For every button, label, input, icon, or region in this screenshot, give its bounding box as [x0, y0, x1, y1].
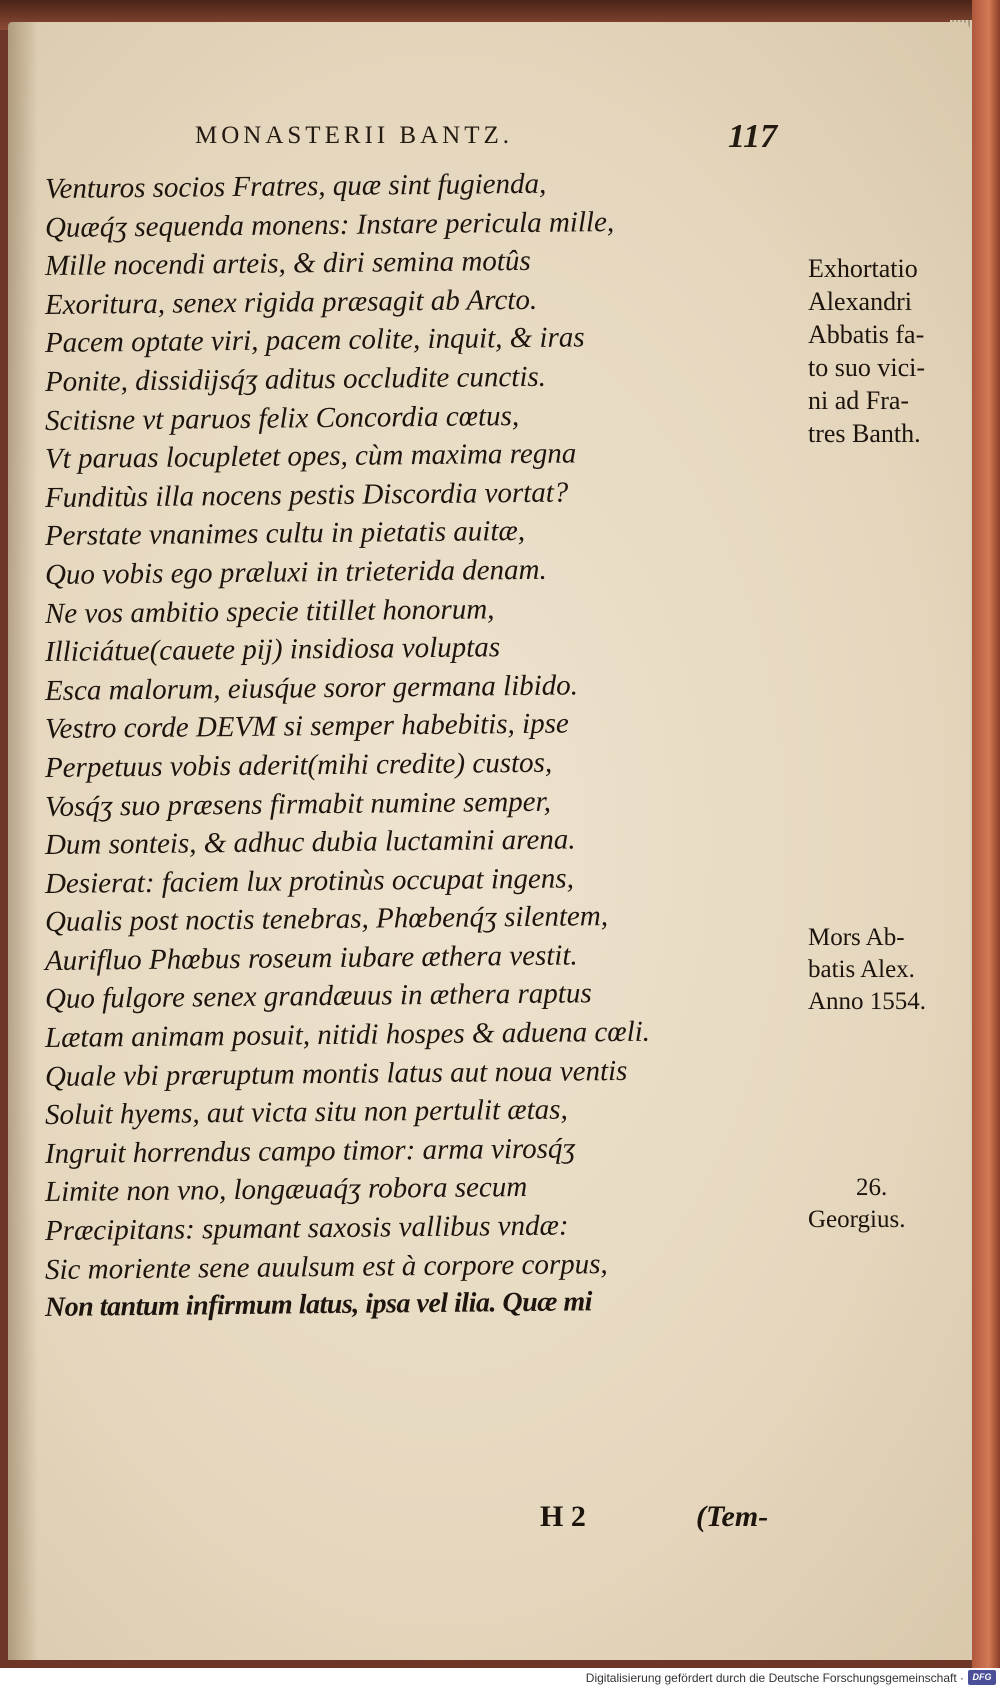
funding-credit: Digitalisierung gefördert durch die Deutsche Forschungsgemeinschaft · [585, 1671, 964, 1685]
verse-line: Mille nocendi arteis, & diri semina motûs [44, 245, 531, 283]
running-head: MONASTERII BANTZ. [195, 122, 513, 149]
verse-line: Quo vobis ego præluxi in trieterida denam. [44, 553, 547, 591]
margin-note-line: batis Alex. [808, 956, 915, 983]
verse-line: Desierat: faciem lux protinùs occupat ingens, [44, 862, 575, 900]
verse-line: Funditùs illa nocens pestis Discordia vortat? [44, 476, 569, 514]
margin-note-line: 26. [856, 1174, 888, 1201]
verse-line: Ingruit horrendus campo timor: arma virosq́ʒ [44, 1132, 576, 1170]
verse-line: Exoritura, senex rigida præsagit ab Arcto. [44, 283, 538, 321]
verse-line: Perstate vnanimes cultu in pietatis auitæ, [44, 515, 526, 553]
verse-text [44, 167, 745, 1328]
dfg-logo: DFG [968, 1670, 996, 1685]
verse-line: Lætam animam posuit, nitidi hospes & aduena cœli. [44, 1015, 651, 1055]
gutter-shadow [8, 22, 38, 1660]
verse-line: Dum sonteis, & adhuc dubia luctamini arena. [44, 823, 576, 862]
margin-note-line: Alexandri [808, 287, 912, 316]
margin-note-exhortatio [808, 252, 978, 450]
verse-line: Non tantum infirmum latus, ipsa vel ilia. Quæ mi [44, 1286, 593, 1324]
verse-line: Perpetuus vobis aderit(mihi credite) custos, [44, 746, 553, 784]
verse-line: Illiciátue(cauete pij) insidiosa voluptas [44, 631, 501, 669]
margin-note-line: Mors Ab- [808, 924, 905, 951]
catchword: (Tem- [696, 1500, 769, 1533]
verse-line: Venturos socios Fratres, quæ sint fugienda, [44, 167, 547, 205]
page-number: 117 [728, 118, 778, 155]
margin-note-mors-abbatis [808, 922, 978, 1018]
verse-line: Quæq́ʒ sequenda monens: Instare pericula mille, [44, 205, 615, 244]
margin-note-line: Anno 1554. [808, 988, 927, 1015]
verse-line: Vestro corde DEVM si semper habebitis, ipse [44, 707, 569, 746]
verse-line: Aurifluo Phœbus roseum iubare æthera vestit. [44, 939, 578, 977]
footer-bar [0, 1668, 1000, 1688]
margin-note-line: ni ad Fra- [808, 386, 910, 415]
verse-line: Præcipitans: spumant saxosis vallibus vndæ: [44, 1209, 569, 1248]
margin-note-line: Abbatis fa- [808, 320, 925, 349]
verse-line: Quale vbi præruptum montis latus aut noua ventis [44, 1054, 628, 1093]
signature-mark: H 2 [540, 1500, 586, 1533]
verse-line: Pacem optate viri, pacem colite, inquit, & iras [44, 321, 585, 360]
verse-line: Scitisne vt paruos felix Concordia cœtus, [44, 399, 520, 437]
verse-line: Vosq́ʒ suo præsens firmabit numine semper, [44, 785, 552, 823]
verse-line: Vt paruas locupletet opes, cùm maxima regna [44, 437, 577, 476]
verse-line: Quo fulgore senex grandæuus in æthera raptus [44, 977, 592, 1016]
verse-line: Ponite, dissidijsq́ʒ aditus occludite cunctis. [44, 360, 547, 398]
book-cover-right-edge [972, 0, 1000, 1668]
verse-line: Esca malorum, eiusq́ue soror germana libido. [44, 669, 579, 707]
margin-note-line: to suo vici- [808, 353, 925, 382]
margin-note-georgius [808, 1172, 978, 1236]
margin-note-line: tres Banth. [808, 419, 921, 448]
margin-note-line: Georgius. [808, 1206, 906, 1233]
verse-line: Soluit hyems, aut victa situ non pertulit ætas, [44, 1093, 568, 1132]
verse-line: Sic moriente sene auulsum est à corpore corpus, [44, 1247, 608, 1286]
verse-line: Ne vos ambitio specie titillet honorum, [44, 592, 495, 630]
verse-line: Qualis post noctis tenebras, Phœbenq́ʒ silentem, [44, 900, 609, 939]
verse-line: Limite non vno, longæuaq́ʒ robora secum [44, 1171, 528, 1209]
margin-note-line: Exhortatio [808, 254, 918, 283]
